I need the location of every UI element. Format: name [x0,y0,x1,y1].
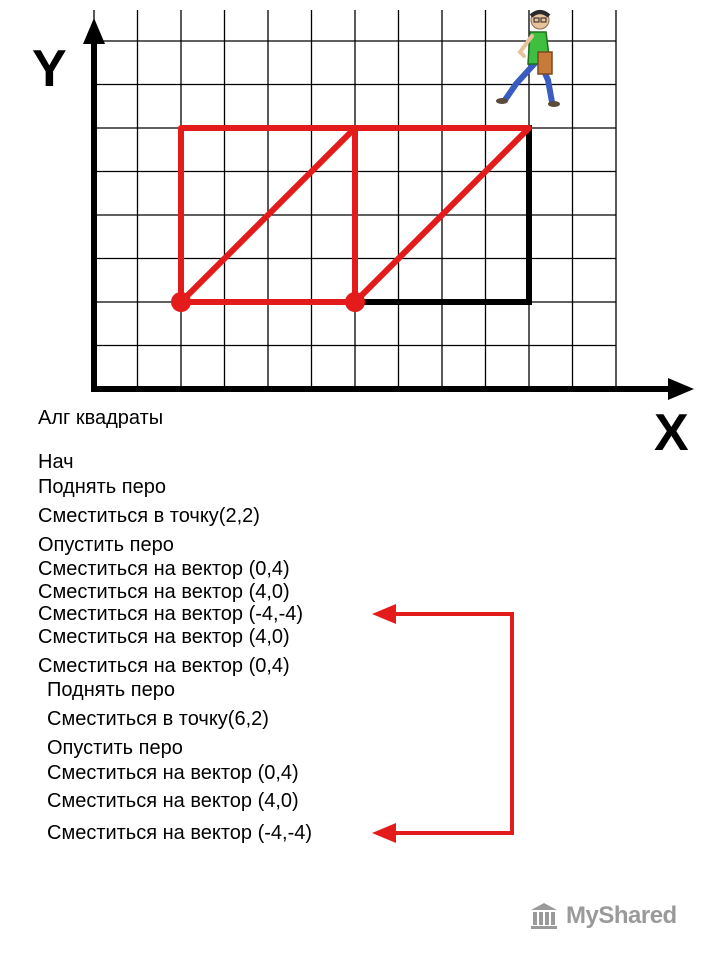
algorithm-line: Сместиться на вектор (4,0) [38,626,290,648]
connector-line [392,614,512,833]
y-axis-label: Y [32,40,67,98]
algorithm-line: Поднять перо [47,679,175,701]
algorithm-line: Сместиться на вектор (0,4) [38,655,290,677]
algorithm-line: Сместиться на вектор (-4,-4) [38,603,304,625]
algorithm-line: Сместиться на вектор (4,0) [38,581,290,603]
algorithm-line: Сместиться в точку(2,2) [38,505,260,527]
watermark-text: MyShared [566,902,677,929]
algorithm-line: Сместиться на вектор (0,4) [38,558,290,580]
algorithm-line: Сместиться на вектор (4,0) [47,790,299,812]
x-axis-label: X [654,404,689,462]
connector-arrow-top [372,604,396,624]
algorithm-title: Алг квадраты [38,407,164,429]
algorithm-line: Нач [38,451,74,473]
algorithm-line: Поднять перо [38,476,166,498]
connector-arrow-bottom [372,823,396,843]
myshared-logo-icon [528,900,560,932]
algorithm-line: Сместиться на вектор (-4,-4) [47,822,313,844]
algorithm-line: Опустить перо [47,737,183,759]
algorithm-line: Опустить перо [38,534,174,556]
watermark [528,896,698,936]
algorithm-line: Сместиться на вектор (0,4) [47,762,299,784]
algorithm-line: Сместиться в точку(6,2) [47,708,269,730]
